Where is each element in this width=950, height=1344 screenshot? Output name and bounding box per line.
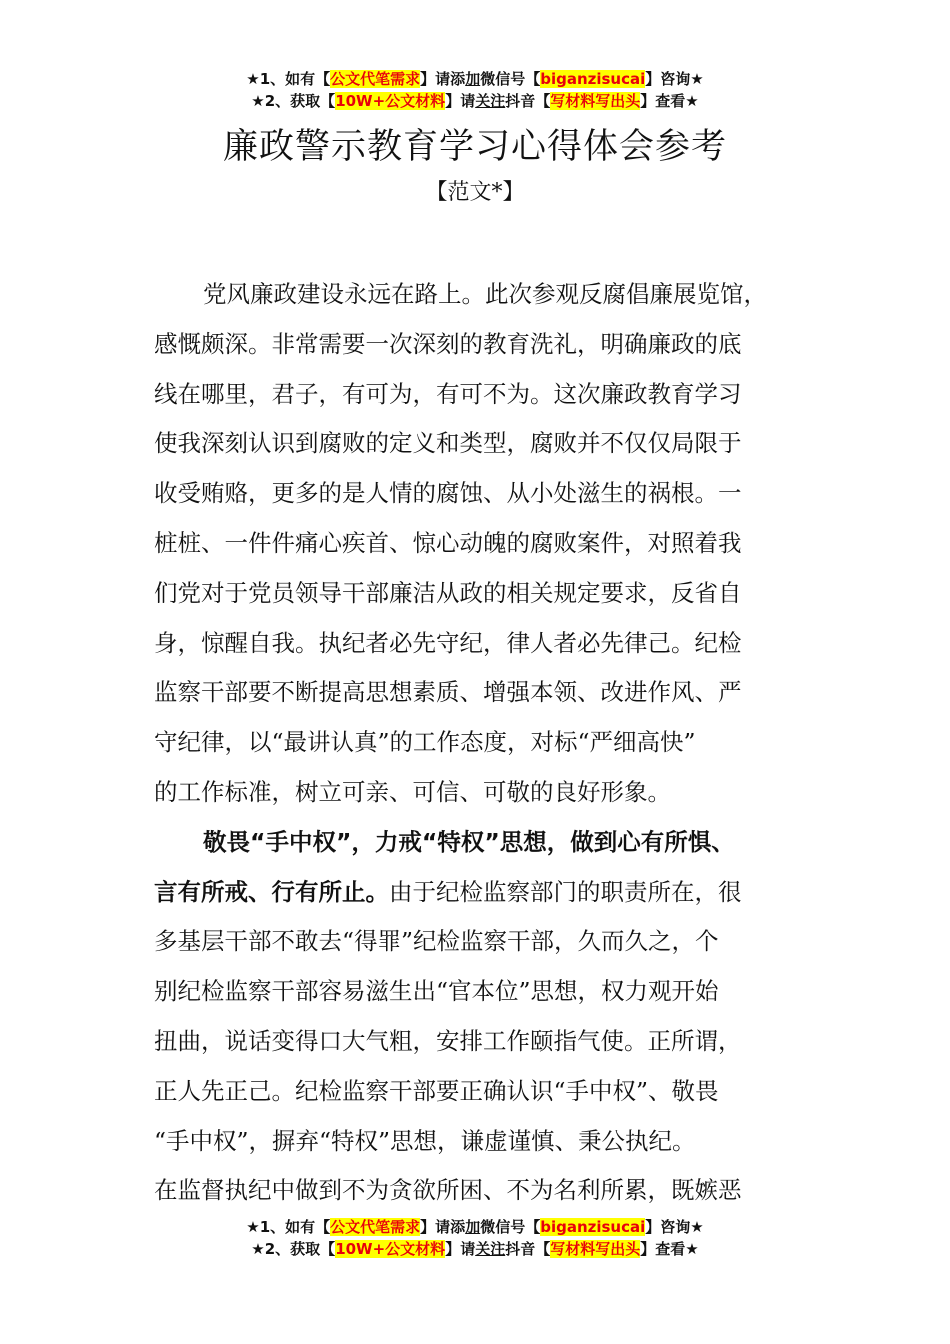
bold-heading-text: 言有所戒、行有所止。 bbox=[154, 877, 389, 906]
promo-text: ★2、获取【 bbox=[251, 1240, 336, 1258]
paragraph-line: 收受贿赂，更多的是人情的腐蚀、从小处滋生的祸根。一 bbox=[154, 479, 742, 508]
promo-highlight: biganzisucai bbox=[540, 1218, 646, 1236]
paragraph-line: 别纪检监察干部容易滋生出“官本位”思想，权力观开始 bbox=[154, 977, 719, 1006]
paragraph-text: 由于纪检监察部门的职责所在，很 bbox=[389, 877, 742, 906]
paragraph-line: 使我深刻认识到腐败的定义和类型，腐败并不仅仅局限于 bbox=[154, 429, 742, 458]
paragraph-line: 线在哪里，君子，有可为，有可不为。这次廉政教育学习 bbox=[154, 379, 742, 408]
paragraph-line: 们党对于党员领导干部廉洁从政的相关规定要求，反省自 bbox=[154, 578, 742, 607]
paragraph-line: “手中权”，摒弃“特权”思想，谦虚谨慎、秉公执纪。 bbox=[154, 1126, 696, 1155]
document-body bbox=[154, 270, 820, 1216]
paragraph-line: 监察干部要不断提高思想素质、增强本领、改进作风、严 bbox=[154, 678, 742, 707]
promo-line-2 bbox=[0, 90, 950, 112]
paragraph-line: 扭曲，说话变得口大气粗，安排工作颐指气使。正所谓， bbox=[154, 1026, 742, 1055]
document-subtitle: 【范文*】 bbox=[425, 180, 525, 205]
promo-text: 微信号【 bbox=[480, 70, 541, 88]
promo-highlight: biganzisucai bbox=[540, 70, 646, 88]
paragraph-line: 身，惊醒自我。执纪者必先守纪，律人者必先律己。纪检 bbox=[154, 628, 742, 657]
bold-heading-line: 敬畏“手中权”，力戒“特权”思想，做到心有所惧、 bbox=[203, 827, 735, 856]
promo-underlined-text: 加 bbox=[465, 70, 481, 88]
paragraph-line bbox=[154, 868, 820, 918]
promo-text: 】查看★ bbox=[640, 1240, 699, 1258]
promo-text: ★2、获取【 bbox=[251, 92, 336, 110]
promo-banner-top bbox=[0, 68, 950, 112]
promo-text: 抖音【 bbox=[505, 1240, 551, 1258]
paragraph-line: 正人先正己。纪检监察干部要正确认识“手中权”、敬畏 bbox=[154, 1076, 719, 1105]
promo-text: 】咨询★ bbox=[645, 1218, 704, 1236]
promo-highlight: 10W+公文材料 bbox=[335, 1240, 446, 1258]
paragraph-line: 多基层干部不敢去“得罪”纪检监察干部，久而久之，个 bbox=[154, 927, 719, 956]
promo-text: ★1、如有【 bbox=[246, 1218, 331, 1236]
paragraph-line: 在监督执纪中做到不为贪欲所困、不为名利所累，既嫉恶 bbox=[154, 1176, 742, 1205]
promo-underlined-text: 加 bbox=[465, 1218, 481, 1236]
promo-highlight: 公文代笔需求 bbox=[330, 70, 421, 88]
promo-highlight: 写材料写出头 bbox=[550, 92, 641, 110]
promo-banner-bottom bbox=[0, 1216, 950, 1260]
promo-text: ★1、如有【 bbox=[246, 70, 331, 88]
paragraph-line: 桩桩、一件件痛心疾首、惊心动魄的腐败案件，对照着我 bbox=[154, 528, 742, 557]
promo-text: 微信号【 bbox=[480, 1218, 541, 1236]
promo-text: 】请 bbox=[445, 1240, 476, 1258]
paragraph-line: 感慨颇深。非常需要一次深刻的教育洗礼，明确廉政的底 bbox=[154, 329, 742, 358]
paragraph-line: 的工作标准，树立可亲、可信、可敬的良好形象。 bbox=[154, 777, 671, 806]
promo-line-1 bbox=[0, 1216, 950, 1238]
promo-line-2 bbox=[0, 1238, 950, 1260]
promo-text: 】查看★ bbox=[640, 92, 699, 110]
paragraph-line: 守纪律，以“最讲认真”的工作态度，对标“严细高快” bbox=[154, 728, 696, 757]
promo-highlight: 10W+公文材料 bbox=[335, 92, 446, 110]
document-title: 廉政警示教育学习心得体会参考 bbox=[222, 127, 727, 167]
promo-text: 】咨询★ bbox=[645, 70, 704, 88]
promo-text: 】请添 bbox=[420, 1218, 466, 1236]
promo-line-1 bbox=[0, 68, 950, 90]
promo-highlight: 公文代笔需求 bbox=[330, 1218, 421, 1236]
promo-underlined-text: 关注 bbox=[475, 1240, 506, 1258]
promo-text: 抖音【 bbox=[505, 92, 551, 110]
promo-highlight: 写材料写出头 bbox=[550, 1240, 641, 1258]
promo-text: 】请 bbox=[445, 92, 476, 110]
promo-text: 】请添 bbox=[420, 70, 466, 88]
paragraph-line: 党风廉政建设永远在路上。此次参观反腐倡廉展览馆， bbox=[203, 280, 767, 308]
promo-underlined-text: 关注 bbox=[475, 92, 506, 110]
